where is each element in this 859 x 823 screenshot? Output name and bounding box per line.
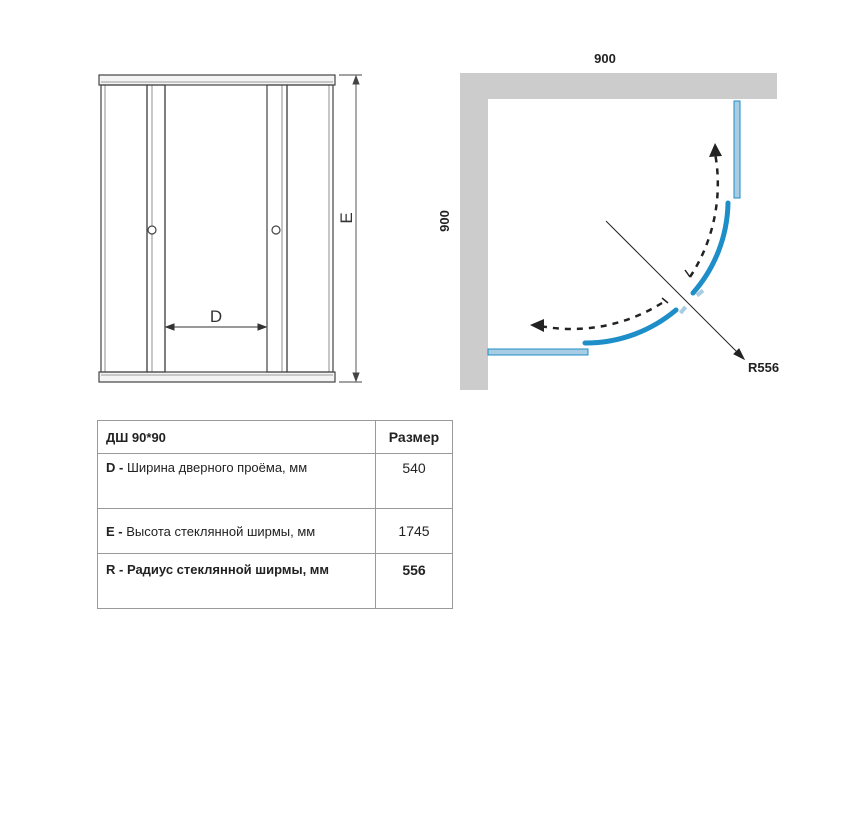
door-stopper-bottom (679, 306, 687, 315)
size-header: Размер (376, 421, 453, 454)
row-value: 540 (376, 454, 453, 509)
table-row (98, 509, 453, 554)
row-value: 1745 (376, 509, 453, 554)
curved-door-right (693, 203, 728, 293)
plan-view-diagram (430, 45, 800, 395)
row-value: 556 (376, 554, 453, 609)
right-door-handle (272, 226, 280, 234)
row-label: D - Ширина дверного проёма, мм (98, 454, 376, 509)
fixed-glass-bottom (488, 349, 588, 355)
dimension-e (339, 75, 362, 382)
left-door-handle (148, 226, 156, 234)
label-e: E (337, 212, 356, 224)
opening-arrow-left (530, 303, 662, 332)
walls (460, 73, 780, 390)
fixed-glass-right (734, 101, 740, 198)
depth-label: 900 (437, 210, 452, 232)
table-row (98, 554, 453, 609)
radius-label: R556 (748, 360, 780, 375)
table-header-row (98, 421, 453, 454)
front-view-diagram (90, 70, 380, 390)
table-row (98, 454, 453, 509)
row-label: R - Радиус стеклянной ширмы, мм (98, 554, 376, 609)
table-title: ДШ 90*90 (98, 421, 376, 454)
row-label: E - Высота стеклянной ширмы, мм (98, 509, 376, 554)
label-d: D (209, 307, 223, 326)
curved-door-bottom (585, 310, 676, 343)
cabin-frame (99, 75, 335, 382)
spec-table (97, 420, 453, 609)
stopper-mark-bottom (662, 298, 668, 303)
width-label: 900 (594, 51, 616, 66)
